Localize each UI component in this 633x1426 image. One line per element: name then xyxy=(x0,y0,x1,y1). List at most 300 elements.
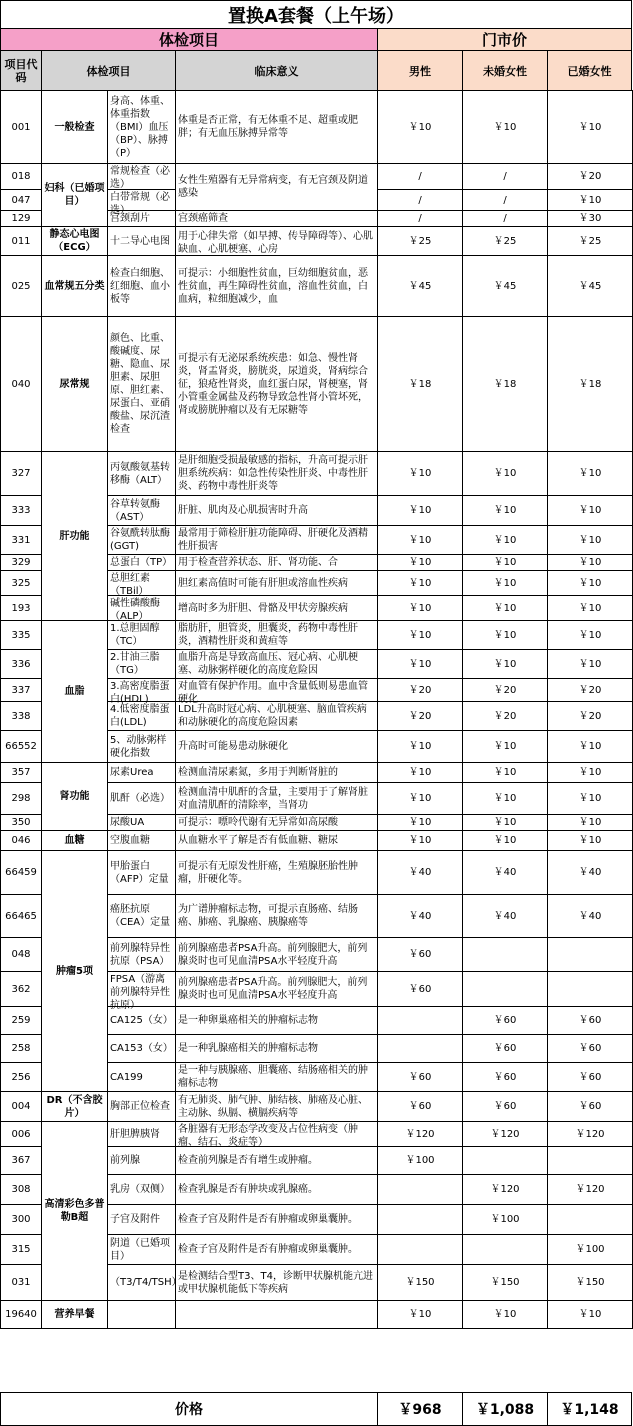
price-married-female: ￥10 xyxy=(548,190,633,211)
item-code: 19640 xyxy=(1,1301,42,1329)
price-male: ￥10 xyxy=(378,452,463,496)
item-code: 298 xyxy=(1,783,42,815)
price-unmarried-female xyxy=(463,972,548,1007)
item-name-text: 检查白细胞、红细胞、血小板等 xyxy=(110,267,170,305)
clinical-meaning xyxy=(176,227,378,256)
item-code: 66459 xyxy=(1,851,42,895)
price-unmarried-female: ￥60 xyxy=(463,1063,548,1092)
clinical-meaning-text: 用于检查营养状态、肝、肾功能、合 xyxy=(178,557,338,568)
clinical-meaning xyxy=(176,164,378,211)
price-male: ￥60 xyxy=(378,1063,463,1092)
item-code: 129 xyxy=(1,211,42,227)
item-name-text: 总胆红素（TBil） xyxy=(110,573,150,597)
price-male: ￥10 xyxy=(378,526,463,555)
table-row xyxy=(1,91,633,164)
price-male: / xyxy=(378,164,463,190)
clinical-meaning-text: 脂肪肝，胆管炎，胆囊炎，药物中毒性肝炎，酒精性肝炎和黄疸等 xyxy=(178,623,358,647)
item-name-text: 1.总胆固醇（TC） xyxy=(110,623,160,647)
table-row xyxy=(1,621,633,650)
price-male: ￥60 xyxy=(378,972,463,1007)
item-name-text: CA199 xyxy=(110,1071,143,1083)
item-code: 331 xyxy=(1,526,42,555)
price-unmarried-female: ￥120 xyxy=(463,1175,548,1205)
price-unmarried-female: ￥10 xyxy=(463,526,548,555)
item-code: 047 xyxy=(1,190,42,211)
item-name xyxy=(108,91,176,164)
price-unmarried-female: ￥60 xyxy=(463,1035,548,1063)
price-unmarried-female: ￥10 xyxy=(463,650,548,679)
col-header-meaning: 临床意义 xyxy=(175,50,378,91)
item-name-text: 胸部正位检查 xyxy=(110,1101,170,1112)
item-code: 308 xyxy=(1,1175,42,1205)
item-name xyxy=(108,317,176,452)
price-unmarried-female: / xyxy=(463,211,548,227)
clinical-meaning-text: 肝脏、肌肉及心肌损害时升高 xyxy=(178,505,308,516)
clinical-meaning xyxy=(176,496,378,526)
price-male: ￥100 xyxy=(378,1147,463,1175)
price-male: ￥10 xyxy=(378,571,463,596)
item-code: 258 xyxy=(1,1035,42,1063)
item-code: 006 xyxy=(1,1122,42,1147)
clinical-meaning-text: 可提示：小细胞性贫血，巨幼细胞贫血，恶性贫血，再生障碍性贫血，溶血性贫血，白血病，粒细胞减少，血 xyxy=(178,267,368,305)
price-married-female xyxy=(548,1205,633,1235)
item-name xyxy=(108,452,176,496)
price-unmarried-female: ￥10 xyxy=(463,452,548,496)
item-name-text: 2.甘油三脂（TG） xyxy=(110,652,160,676)
table-row xyxy=(1,227,633,256)
price-married-female: ￥10 xyxy=(548,555,633,571)
price-unmarried-female: / xyxy=(463,164,548,190)
price-married-female: ￥100 xyxy=(548,1235,633,1265)
price-unmarried-female: ￥10 xyxy=(463,621,548,650)
item-code: 004 xyxy=(1,1092,42,1122)
item-name xyxy=(108,1301,176,1329)
item-name xyxy=(108,731,176,763)
item-name xyxy=(108,1063,176,1092)
item-name-text: （T3/T4/TSH） xyxy=(110,1277,182,1288)
col-header-item: 体检项目 xyxy=(41,50,176,91)
clinical-meaning xyxy=(176,763,378,783)
clinical-meaning xyxy=(176,571,378,596)
clinical-meaning xyxy=(176,972,378,1007)
price-married-female: ￥10 xyxy=(548,731,633,763)
item-name xyxy=(108,702,176,731)
item-name-text: 阴道（已婚项目） xyxy=(110,1237,170,1262)
clinical-meaning-text: 前列腺癌患者PSA升高。前列腺肥大，前列腺炎时也可见血清PSA水平轻度升高 xyxy=(178,977,368,1001)
category-cell: 高清彩色多普勒B超 xyxy=(42,1122,108,1301)
clinical-meaning xyxy=(176,1235,378,1265)
clinical-meaning xyxy=(176,1301,378,1329)
price-married-female: ￥10 xyxy=(548,831,633,851)
item-name-text: 3.高密度脂蛋白(HDL) xyxy=(110,681,170,705)
clinical-meaning-text: 从血糖水平了解是否有低血糖、糖尿 xyxy=(178,835,338,846)
price-unmarried-female: ￥10 xyxy=(463,783,548,815)
item-name xyxy=(108,1205,176,1235)
clinical-meaning xyxy=(176,1147,378,1175)
price-male: ￥10 xyxy=(378,496,463,526)
item-name xyxy=(108,496,176,526)
item-name xyxy=(108,1265,182,1301)
category-cell: 血脂 xyxy=(42,621,108,763)
price-unmarried-female: ￥40 xyxy=(463,895,548,938)
item-name-text: 肌酐（必选） xyxy=(110,793,170,804)
item-name xyxy=(108,783,176,815)
item-name xyxy=(108,1175,176,1205)
item-name xyxy=(108,763,176,783)
item-name xyxy=(108,831,176,851)
clinical-meaning xyxy=(176,452,378,496)
price-male: ￥10 xyxy=(378,555,463,571)
item-code: 040 xyxy=(1,317,42,452)
item-name xyxy=(108,621,176,650)
clinical-meaning xyxy=(176,596,378,621)
item-name xyxy=(108,227,176,256)
price-married-female: ￥10 xyxy=(548,571,633,596)
item-name-text: CA125（女） xyxy=(110,1015,173,1026)
price-male xyxy=(378,1175,463,1205)
clinical-meaning xyxy=(176,1063,378,1092)
price-male: ￥10 xyxy=(378,763,463,783)
item-name xyxy=(108,526,176,555)
price-male: / xyxy=(378,211,463,227)
price-married-female: ￥10 xyxy=(548,815,633,831)
clinical-meaning xyxy=(176,1265,378,1301)
price-male xyxy=(378,1035,463,1063)
item-name xyxy=(108,164,176,190)
price-male: ￥10 xyxy=(378,91,463,164)
clinical-meaning xyxy=(176,526,378,555)
item-code: 031 xyxy=(1,1265,42,1301)
price-married-female: ￥10 xyxy=(548,763,633,783)
item-name xyxy=(108,555,176,571)
clinical-meaning-text: 升高时可能易患动脉硬化 xyxy=(178,741,288,752)
item-code: 193 xyxy=(1,596,42,621)
price-married-female: ￥60 xyxy=(548,1063,633,1092)
price-male: ￥20 xyxy=(378,679,463,702)
item-code: 335 xyxy=(1,621,42,650)
clinical-meaning xyxy=(176,211,378,227)
price-unmarried-female: ￥18 xyxy=(463,317,548,452)
table-row xyxy=(1,831,633,851)
price-married-female: ￥10 xyxy=(548,91,633,164)
item-name-text: 总蛋白（TP） xyxy=(110,557,173,568)
price-married-female: ￥150 xyxy=(548,1265,633,1301)
price-married-female: ￥30 xyxy=(548,211,633,227)
clinical-meaning-text: 检查前列腺是否有增生或肿瘤。 xyxy=(178,1155,318,1166)
item-code: 300 xyxy=(1,1205,42,1235)
item-name-text: 肝胆脾胰肾 xyxy=(110,1128,160,1140)
item-name xyxy=(108,1147,176,1175)
clinical-meaning xyxy=(176,783,378,815)
clinical-meaning xyxy=(176,1007,378,1035)
price-unmarried-female: ￥10 xyxy=(463,91,548,164)
item-name xyxy=(108,851,176,895)
item-code: 333 xyxy=(1,496,42,526)
price-married-female: ￥10 xyxy=(548,783,633,815)
clinical-meaning-text: 胆红素高值时可能有肝胆或溶血性疾病 xyxy=(178,577,348,589)
item-code: 329 xyxy=(1,555,42,571)
price-married-female: ￥20 xyxy=(548,164,633,190)
item-name-text: 尿酸UA xyxy=(110,817,145,828)
price-male: ￥45 xyxy=(378,256,463,317)
item-code: 325 xyxy=(1,571,42,596)
price-married-female: ￥10 xyxy=(548,526,633,555)
item-name xyxy=(108,1092,176,1122)
price-unmarried-female xyxy=(463,1147,548,1175)
price-married-female: ￥120 xyxy=(548,1175,633,1205)
price-married-female: ￥60 xyxy=(548,1007,633,1035)
item-code: 336 xyxy=(1,650,42,679)
clinical-meaning-text: 可提示有无泌尿系统疾患：如急、慢性肾炎，肾盂肾炎，膀胱炎，尿道炎，肾病综合征，狼疮性肾炎，血红蛋白尿，肾梗塞，肾小管重金属盐及药物导致急性肾小管坏死，肾或膀胱肿瘤以及有无尿糖等 xyxy=(178,352,368,416)
clinical-meaning xyxy=(176,256,378,317)
price-male: ￥10 xyxy=(378,783,463,815)
clinical-meaning-text: 血脂升高是导致高血压、冠心病、心肌梗塞、动脉粥样硬化的高度危险因 xyxy=(178,652,358,676)
price-unmarried-female xyxy=(463,1235,548,1265)
price-male: ￥10 xyxy=(378,650,463,679)
category-cell: 营养早餐 xyxy=(42,1301,108,1329)
price-unmarried-female: ￥10 xyxy=(463,571,548,596)
item-name-text: 碱性磷酸酶（ALP） xyxy=(110,598,160,622)
item-code: 350 xyxy=(1,815,42,831)
item-name-text: 白带常规（必选） xyxy=(110,192,170,216)
category-cell: 妇科（已婚项目） xyxy=(42,164,108,227)
clinical-meaning xyxy=(176,731,378,763)
clinical-meaning xyxy=(176,91,378,164)
item-code: 367 xyxy=(1,1147,42,1175)
price-unmarried-female: ￥10 xyxy=(463,555,548,571)
clinical-meaning-text: 是一种乳腺癌相关的肿瘤标志物 xyxy=(178,1043,318,1054)
price-unmarried-female: ￥10 xyxy=(463,815,548,831)
clinical-meaning-text: 女性生殖器有无异常病变，有无宫颈及阴道感染 xyxy=(178,175,368,199)
total-married-female: ￥1,148 xyxy=(547,1392,632,1426)
item-name xyxy=(108,938,176,972)
price-unmarried-female: ￥10 xyxy=(463,831,548,851)
item-name-text: 5、动脉粥样硬化指数 xyxy=(110,734,167,759)
item-name-text: 常规检查（必选） xyxy=(110,166,170,190)
exam-section-header: 体检项目 xyxy=(0,28,378,51)
price-male: ￥40 xyxy=(378,851,463,895)
item-name-text: 前列腺 xyxy=(110,1155,140,1166)
clinical-meaning-text: 为广谱肿瘤标志物，可提示直肠癌、结肠癌、肺癌、乳腺癌、胰腺癌等 xyxy=(178,904,358,928)
item-code: 018 xyxy=(1,164,42,190)
item-code: 338 xyxy=(1,702,42,731)
clinical-meaning-text: 是肝细胞受损最敏感的指标，升高可提示肝胆系统疾病：如急性传染性肝炎、中毒性肝炎、药物中毒性肝炎等 xyxy=(178,455,368,492)
price-section-header: 门市价 xyxy=(377,28,632,51)
price-male xyxy=(378,1007,463,1035)
clinical-meaning xyxy=(176,831,378,851)
item-name-text: 前列腺特异性抗原（PSA） xyxy=(110,942,170,967)
category-cell: 血糖 xyxy=(42,831,108,851)
item-name-text: 谷草转氨酶（AST） xyxy=(110,498,160,523)
price-male: ￥10 xyxy=(378,596,463,621)
price-unmarried-female: ￥60 xyxy=(463,1092,548,1122)
price-married-female: ￥10 xyxy=(548,650,633,679)
item-code: 327 xyxy=(1,452,42,496)
item-name xyxy=(108,650,176,679)
item-name xyxy=(108,1235,176,1265)
price-male: ￥40 xyxy=(378,895,463,938)
clinical-meaning-text: 检测血清中肌酐的含量，主要用于了解肾脏对血清肌酐的清除率，当肾功 xyxy=(178,786,368,811)
item-code: 66465 xyxy=(1,895,42,938)
item-name xyxy=(108,679,176,705)
price-married-female: ￥25 xyxy=(548,227,633,256)
item-name-text: 空腹血糖 xyxy=(110,835,150,846)
price-unmarried-female: ￥10 xyxy=(463,763,548,783)
price-unmarried-female: ￥10 xyxy=(463,496,548,526)
clinical-meaning xyxy=(176,815,378,831)
clinical-meaning xyxy=(176,1175,378,1205)
clinical-meaning-text: 检查子宫及附件是否有肿瘤或卵巢囊肿。 xyxy=(178,1244,358,1255)
price-male: ￥20 xyxy=(378,702,463,731)
price-male: ￥10 xyxy=(378,831,463,851)
clinical-meaning xyxy=(176,895,378,938)
item-name-text: 甲胎蛋白（AFP）定量 xyxy=(110,860,169,885)
clinical-meaning-text: 对血管有保护作用。血中含量低则易患血管硬化 xyxy=(178,681,368,705)
item-code: 046 xyxy=(1,831,42,851)
price-married-female: ￥20 xyxy=(548,702,633,731)
col-header-code: 项目代码 xyxy=(0,50,42,91)
category-cell: 肾功能 xyxy=(42,763,108,831)
clinical-meaning-text: 体重是否正常，有无体重不足、超重或肥胖；有无血压脉搏异常等 xyxy=(178,115,358,139)
clinical-meaning-text: 可提示：嘌呤代谢有无异常如高尿酸 xyxy=(178,817,338,828)
item-code: 011 xyxy=(1,227,42,256)
clinical-meaning-text: 增高时多为肝胆、骨骼及甲状旁腺疾病 xyxy=(178,602,348,614)
table-row xyxy=(1,851,633,895)
clinical-meaning-text: LDL升高时冠心病、心肌梗塞、脑血管疾病和动脉硬化的高度危险因素 xyxy=(178,704,367,728)
table-row xyxy=(1,317,633,452)
item-code: 357 xyxy=(1,763,42,783)
table-row xyxy=(1,164,633,190)
price-unmarried-female: ￥10 xyxy=(463,731,548,763)
category-cell: 肝功能 xyxy=(42,452,108,621)
clinical-meaning xyxy=(176,555,378,571)
category-cell: DR（不含胶片） xyxy=(42,1092,108,1122)
price-male: ￥150 xyxy=(378,1265,463,1301)
price-male: ￥60 xyxy=(378,1092,463,1122)
category-cell: 静态心电图（ECG） xyxy=(42,227,108,256)
item-name xyxy=(108,190,176,216)
price-male xyxy=(378,1235,463,1265)
table-row xyxy=(1,1092,633,1122)
clinical-meaning-text: 各脏器有无形态学改变及占位性病变（肿瘤、结石、炎症等） xyxy=(178,1124,358,1148)
price-married-female: ￥40 xyxy=(548,895,633,938)
item-name xyxy=(108,972,176,1011)
clinical-meaning xyxy=(176,621,378,650)
item-name-text: 宫颈刮片 xyxy=(110,213,150,224)
price-male: ￥25 xyxy=(378,227,463,256)
price-married-female: ￥18 xyxy=(548,317,633,452)
clinical-meaning xyxy=(176,679,378,705)
col-header-married-female: 已婚女性 xyxy=(547,50,632,91)
price-married-female: ￥10 xyxy=(548,1301,633,1329)
price-married-female: ￥40 xyxy=(548,851,633,895)
category-cell: 肿瘤5项 xyxy=(42,851,108,1092)
price-male: ￥60 xyxy=(378,938,463,972)
price-married-female: ￥120 xyxy=(548,1122,633,1147)
clinical-meaning xyxy=(176,851,378,895)
item-name xyxy=(108,256,176,317)
item-name xyxy=(108,1122,176,1147)
price-male: ￥10 xyxy=(378,731,463,763)
item-name-text: CA153（女） xyxy=(110,1043,173,1054)
clinical-meaning xyxy=(176,1035,378,1063)
price-unmarried-female: ￥45 xyxy=(463,256,548,317)
price-male: ￥10 xyxy=(378,815,463,831)
price-male: ￥10 xyxy=(378,621,463,650)
total-male: ￥968 xyxy=(377,1392,463,1426)
table-row xyxy=(1,256,633,317)
price-unmarried-female xyxy=(463,938,548,972)
clinical-meaning xyxy=(176,1205,378,1235)
table-row xyxy=(1,763,633,783)
price-unmarried-female: ￥20 xyxy=(463,679,548,702)
price-married-female xyxy=(548,938,633,972)
total-unmarried-female: ￥1,088 xyxy=(462,1392,548,1426)
price-married-female: ￥60 xyxy=(548,1092,633,1122)
clinical-meaning-text: 检测血清尿素氮，多用于判断肾脏的 xyxy=(178,767,338,778)
category-cell: 一般检查 xyxy=(42,91,108,164)
price-married-female: ￥60 xyxy=(548,1035,633,1063)
clinical-meaning-text: 是检测结合型T3、T4，诊断甲状腺机能亢进或甲状腺机能低下等疾病 xyxy=(178,1270,373,1295)
item-code: 337 xyxy=(1,679,42,702)
clinical-meaning-text: 最常用于筛检肝脏功能障碍、肝硬化及酒精性肝损害 xyxy=(178,528,368,552)
item-name xyxy=(108,1035,176,1063)
item-name-text: 乳房（双侧） xyxy=(110,1184,170,1195)
item-name-text: 十二导心电图 xyxy=(110,235,170,247)
clinical-meaning-text: 检查子宫及附件是否有肿瘤或卵巢囊肿。 xyxy=(178,1214,358,1225)
item-name xyxy=(108,211,176,227)
item-name xyxy=(108,571,176,596)
price-male: ￥18 xyxy=(378,317,463,452)
item-code: 315 xyxy=(1,1235,42,1265)
clinical-meaning-text: 是一种卵巢癌相关的肿瘤标志物 xyxy=(178,1015,318,1026)
item-name-text: 癌胚抗原（CEA）定量 xyxy=(110,904,171,928)
item-name xyxy=(108,596,176,621)
item-name xyxy=(108,895,176,938)
table-row xyxy=(1,1301,633,1329)
price-married-female: ￥20 xyxy=(548,679,633,702)
item-code: 001 xyxy=(1,91,42,164)
clinical-meaning xyxy=(176,702,378,731)
package-title: 置换A套餐（上午场） xyxy=(0,0,632,28)
item-name-text: 谷氨酰转肽酶(GGT) xyxy=(110,528,170,552)
clinical-meaning xyxy=(176,1122,378,1147)
item-name xyxy=(108,815,176,831)
price-unmarried-female: ￥25 xyxy=(463,227,548,256)
item-name-text: 颜色、比重、酸碱度、尿糖、隐血、尿胆素、尿胆原、胆红素、尿蛋白、亚硝酸盐、尿沉渣检查 xyxy=(110,333,170,435)
item-code: 362 xyxy=(1,972,42,1007)
clinical-meaning-text: 是一种与胰腺癌、胆囊癌、结肠癌相关的肿瘤标志物 xyxy=(178,1065,368,1089)
clinical-meaning xyxy=(176,1092,378,1122)
price-male: / xyxy=(378,190,463,211)
clinical-meaning-text: 用于心律失常（如早搏、传导障碍等）、心肌缺血、心肌梗塞、心房 xyxy=(178,231,373,255)
clinical-meaning-text: 可提示有无原发性肝癌，生殖腺胚胎性肿瘤，肝硬化等。 xyxy=(178,860,358,885)
item-code: 256 xyxy=(1,1063,42,1092)
clinical-meaning-text: 前列腺癌患者PSA升高。前列腺肥大，前列腺炎时也可见血清PSA水平轻度升高 xyxy=(178,942,368,967)
clinical-meaning xyxy=(176,650,378,679)
price-unmarried-female: / xyxy=(463,190,548,211)
category-cell: 尿常规 xyxy=(42,317,108,452)
clinical-meaning-text: 检查乳腺是否有肿块或乳腺癌。 xyxy=(178,1184,318,1195)
item-name-text: 4.低密度脂蛋白(LDL) xyxy=(110,704,170,728)
category-cell: 血常规五分类 xyxy=(42,256,108,317)
price-married-female: ￥45 xyxy=(548,256,633,317)
table-row xyxy=(1,452,633,496)
price-unmarried-female: ￥60 xyxy=(463,1007,548,1035)
price-married-female xyxy=(548,1147,633,1175)
item-code: 048 xyxy=(1,938,42,972)
item-code: 025 xyxy=(1,256,42,317)
